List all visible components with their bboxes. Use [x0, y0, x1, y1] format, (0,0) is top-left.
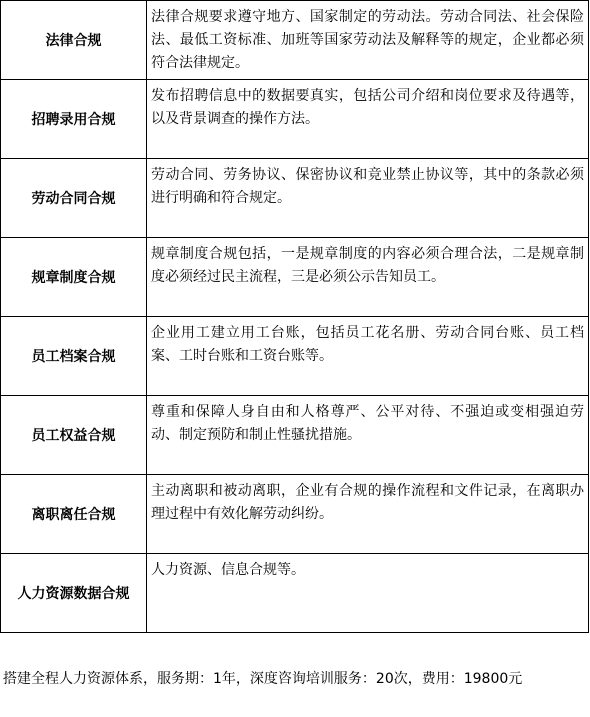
table-row: [1, 317, 589, 396]
table-row: [1, 238, 589, 317]
description-cell: 规章制度合规包括，一是规章制度的内容必须合理合法，二是规章制度必须经过民主流程，三是必须公示告知员工。: [147, 238, 589, 317]
table-row: [1, 159, 589, 238]
table-row: [1, 554, 589, 633]
category-cell: 招聘录用合规: [1, 80, 147, 159]
description-cell: 法律合规要求遵守地方、国家制定的劳动法。劳动合同法、社会保险法、最低工资标准、加班等国家劳动法及解释等的规定，企业都必须符合法律规定。: [147, 1, 589, 80]
description-cell: 企业用工建立用工台账，包括员工花名册、劳动合同台账、员工档案、工时台账和工资台账等。: [147, 317, 589, 396]
service-pricing-note: 搭建全程人力资源体系，服务期：1年，深度咨询培训服务：20次，费用：19800元: [3, 671, 523, 687]
category-cell: 人力资源数据合规: [1, 554, 147, 633]
category-cell: 法律合规: [1, 1, 147, 80]
category-cell: 规章制度合规: [1, 238, 147, 317]
description-cell: 尊重和保障人身自由和人格尊严、公平对待、不强迫或变相强迫劳动、制定预防和制止性骚扰措施。: [147, 396, 589, 475]
category-cell: 员工权益合规: [1, 396, 147, 475]
table-row: [1, 80, 589, 159]
category-cell: 离职离任合规: [1, 475, 147, 554]
description-cell: 劳动合同、劳务协议、保密协议和竞业禁止协议等，其中的条款必须进行明确和符合规定。: [147, 159, 589, 238]
table-row: [1, 475, 589, 554]
category-cell: 员工档案合规: [1, 317, 147, 396]
description-cell: 发布招聘信息中的数据要真实，包括公司介绍和岗位要求及待遇等，以及背景调查的操作方法。: [147, 80, 589, 159]
table-row: [1, 396, 589, 475]
description-cell: 主动离职和被动离职，企业有合规的操作流程和文件记录，在离职办理过程中有效化解劳动纠纷。: [147, 475, 589, 554]
table-row: [1, 1, 589, 80]
description-cell: 人力资源、信息合规等。: [147, 554, 589, 633]
category-cell: 劳动合同合规: [1, 159, 147, 238]
